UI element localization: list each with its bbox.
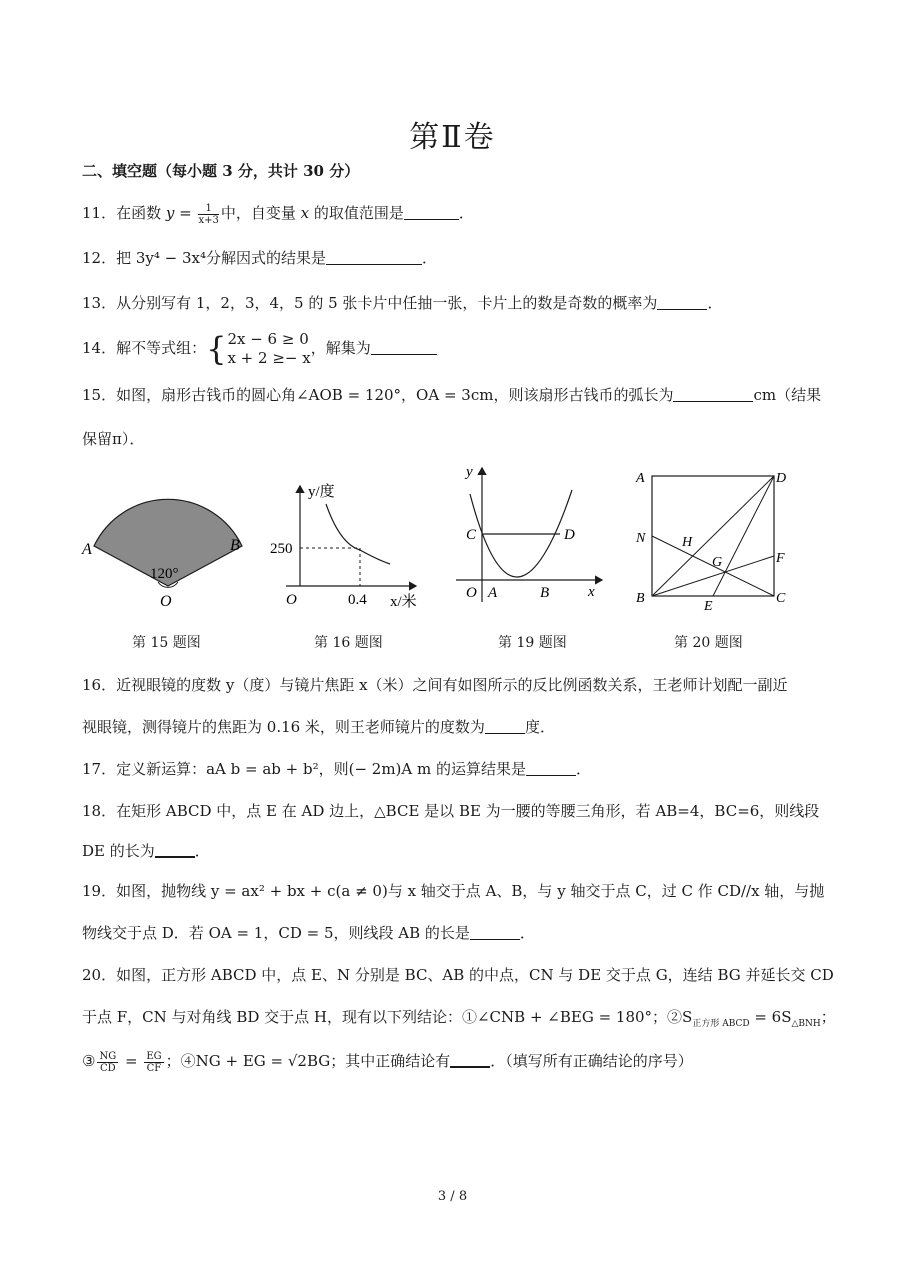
- answer-blank: [450, 1050, 490, 1068]
- page-title: 第Ⅱ卷: [409, 120, 496, 155]
- caption-19: 第 19 题图: [498, 635, 567, 651]
- figure-20: [632, 462, 792, 617]
- caption-20: 第 20 题图: [674, 635, 743, 651]
- label-a: A: [636, 471, 645, 486]
- label-d: D: [776, 471, 787, 486]
- label-d: D: [564, 527, 575, 543]
- caption-15: 第 15 题图: [132, 635, 201, 651]
- question-18-line1: 18．在矩形 ABCD 中，点 E 在 AD 边上，△BCE 是以 BE 为一腰的等腰三角形，若 AB=4，BC=6，则线段: [82, 802, 820, 820]
- x-label: x: [588, 584, 595, 600]
- answer-blank: [657, 293, 707, 310]
- answer-blank: [673, 385, 753, 402]
- label-c: C: [776, 591, 786, 606]
- question-12: 12．把 3y⁴ − 3x⁴分解因式的结果是 ．: [82, 249, 438, 267]
- figure-16: [268, 478, 428, 613]
- label-b: B: [540, 585, 550, 601]
- x-label: x/米: [390, 594, 417, 610]
- label-a: A: [488, 585, 498, 601]
- label-n: N: [636, 531, 646, 546]
- label-a: A: [82, 541, 92, 558]
- question-20-line3: ③ $\frac{NG}{CD}$ = $\frac{EG}{CF}$ ；④NG + EG = √2BG；其中正确结论有 ．（填写所有正确结论的序号）: [82, 1050, 693, 1074]
- figure-19: [452, 462, 612, 612]
- figure-15: [78, 490, 258, 615]
- answer-blank: [470, 923, 520, 940]
- question-16-line2: 视眼镜，测得镜片的焦距为 0.16 米，则王老师镜片的度数为 度．: [82, 718, 555, 736]
- fraction: $\frac{1}{x+3}$: [198, 202, 219, 226]
- question-18-line2: DE 的长为 ．: [82, 842, 210, 860]
- label-g: G: [712, 555, 723, 570]
- answer-blank: [526, 759, 576, 776]
- diagonal-bd: [652, 476, 774, 596]
- fraction-ng-cd: $\frac{NG}{CD}$: [99, 1050, 117, 1074]
- question-20-line2: 于点 F，CN 与对角线 BD 交于点 H，现有以下列结论：①∠CNB + ∠BEG = 180°；$②S_{正方形 ABCD} = 6S_{\triangle BNH}$；: [82, 1008, 836, 1029]
- label-e: E: [704, 599, 713, 614]
- label-b: B: [230, 537, 240, 554]
- y-label: y/度: [308, 484, 335, 500]
- inequality-system: 2x − 6 ≥ 0 x + 2 ≥− x: [227, 330, 311, 367]
- tick-04: 0.4: [348, 592, 367, 608]
- label-f: F: [776, 551, 785, 566]
- question-20-line1: 20．如图，正方形 ABCD 中，点 E、N 分别是 BC、AB 的中点，CN 与 DE 交于点 G，连结 BG 并延长交 CD: [82, 966, 834, 984]
- label-o: O: [160, 593, 172, 610]
- brace: {: [206, 330, 227, 368]
- answer-blank: [485, 717, 525, 734]
- angle-label: 120°: [150, 566, 179, 582]
- answer-blank: [155, 840, 195, 858]
- tick-250: 250: [270, 541, 293, 557]
- question-16-line1: 16．近视眼镜的度数 y（度）与镜片焦距 x（米）之间有如图所示的反比例函数关系，王老师计划配一副近: [82, 676, 788, 694]
- page-number: 3 / 8: [437, 1189, 468, 1204]
- caption-16: 第 16 题图: [314, 635, 383, 651]
- hyperbola-curve: [326, 504, 390, 564]
- label-o: O: [466, 585, 477, 601]
- question-15-line1: 15．如图，扇形古钱币的圆心角∠AOB = 120°，OA = 3cm，则该扇形古钱币的弧长为 cm（结果: [82, 386, 822, 404]
- question-14: 14．解不等式组：{ 2x − 6 ≥ 0 x + 2 ≥− x ，解集为: [82, 330, 437, 368]
- label-b: B: [636, 591, 645, 606]
- question-19-line2: 物线交于点 D．若 OA = 1，CD = 5，则线段 AB 的长是 ．: [82, 924, 535, 942]
- answer-blank: [404, 203, 459, 220]
- question-13: 13．从分别写有 1，2，3，4，5 的 5 张卡片中任抽一张，卡片上的数是奇数的概率为 ．: [82, 294, 723, 312]
- answer-blank: [371, 338, 437, 355]
- section-heading: 二、填空题（每小题 3 分，共计 30 分）: [82, 162, 360, 180]
- origin-label: O: [286, 592, 297, 608]
- question-15-line2: 保留π）．: [82, 430, 145, 448]
- question-17: 17．定义新运算：aA b = ab + b²，则(− 2m)A m 的运算结果是 ．: [82, 760, 592, 778]
- label-h: H: [682, 535, 693, 550]
- question-11: 11．在函数 y = $\frac{1}{x+3}$ 中，自变量 x 的取值范围是 ．: [82, 202, 474, 226]
- label-c: C: [466, 527, 477, 543]
- line-de: [713, 476, 774, 596]
- answer-blank: [326, 248, 422, 265]
- question-19-line1: 19．如图，抛物线 y = ax² + bx + c(a ≠ 0)与 x 轴交于点 A、B，与 y 轴交于点 C，过 C 作 CD//x 轴，与抛: [82, 882, 825, 900]
- y-label: y: [466, 464, 473, 480]
- fraction-eg-cf: $\frac{EG}{CF}$: [146, 1050, 162, 1074]
